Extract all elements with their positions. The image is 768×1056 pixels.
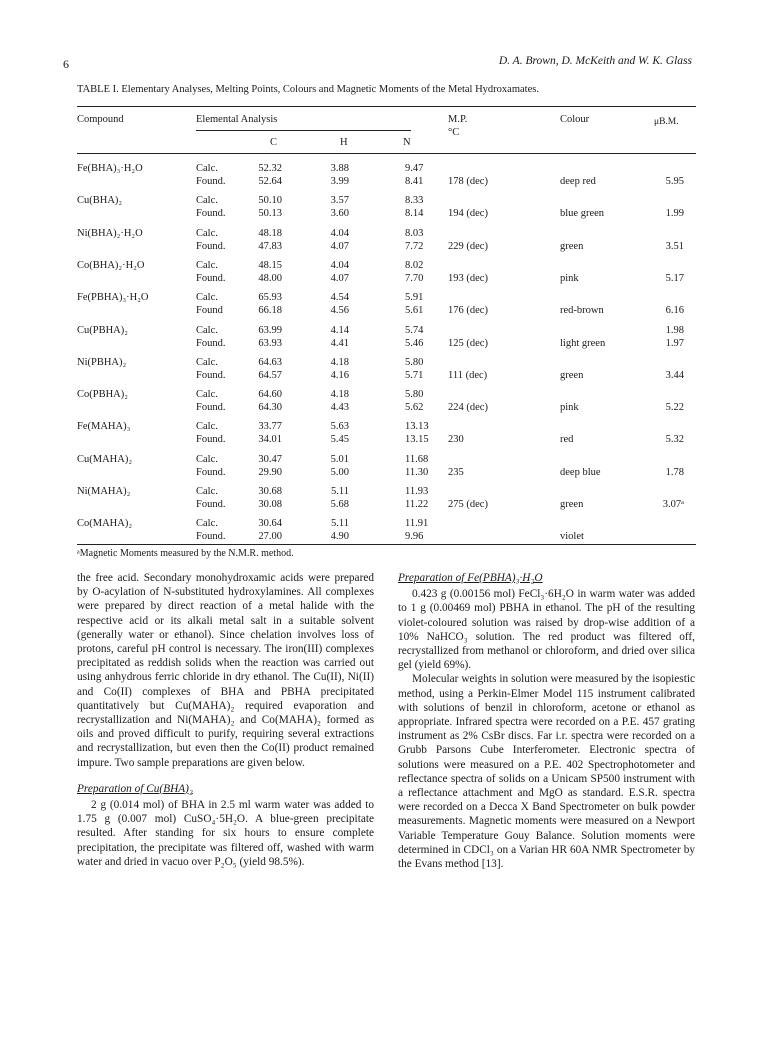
calc-n-cell: 8.02: [405, 260, 424, 271]
colour-cell: deep blue: [560, 467, 601, 478]
found-h-cell: 4.16: [330, 370, 349, 381]
calc-h-cell: 4.54: [330, 292, 349, 303]
header-n: N: [403, 137, 411, 148]
calc-c-cell: 48.15: [258, 260, 282, 271]
right-paragraph-1: 0.423 g (0.00156 mol) FeCl₃·6H₂O in warm water was added to 1 g (0.00469 mol) PBHA in ethanol. The pH of the resulting violet-coloured solution was raised by drop-wise addition of a 10% NaHCO₃ solution. The red product was filtered off, recrystallized from methanol or chloroform, and dried over silica gel (yield 69%).: [398, 588, 695, 672]
found-n-cell: 13.15: [405, 434, 429, 445]
table-top-rule: [77, 106, 696, 107]
moment-cell: 5.32: [665, 434, 684, 445]
compound-cell: Cu(MAHA)₂: [77, 454, 132, 465]
colour-cell: green: [560, 370, 584, 381]
calc-label-cell: Calc.: [196, 292, 218, 303]
running-head: D. A. Brown, D. McKeith and W. K. Glass: [498, 55, 692, 67]
found-c-cell: 48.00: [258, 273, 282, 284]
found-h-cell: 4.07: [330, 241, 349, 252]
calc-c-cell: 50.10: [258, 195, 282, 206]
found-c-cell: 63.93: [258, 338, 282, 349]
calc-n-cell: 9.47: [405, 163, 424, 174]
calc-n-cell: 8.03: [405, 228, 424, 239]
left-heading-preparation-cu-bha: Preparation of Cu(BHA)₂: [77, 782, 193, 795]
moment-cell: 5.22: [665, 402, 684, 413]
found-n-cell: 5.62: [405, 402, 424, 413]
calc-h-cell: 4.04: [330, 260, 349, 271]
compound-cell: Fe(MAHA)₃: [77, 421, 131, 432]
compound-cell: Ni(BHA)₂·H₂O: [77, 228, 143, 239]
calc-label-cell: Calc.: [196, 454, 218, 465]
calc-label-cell: Calc.: [196, 260, 218, 271]
mp-cell: 275 (dec): [448, 499, 488, 510]
found-label-cell: Found.: [196, 467, 226, 478]
calc-label-cell: Calc.: [196, 486, 218, 497]
found-n-cell: 5.46: [405, 338, 424, 349]
compound-cell: Cu(BHA)₂: [77, 195, 123, 206]
found-label-cell: Found: [196, 305, 223, 316]
colour-cell: blue green: [560, 208, 605, 219]
found-c-cell: 64.30: [258, 402, 282, 413]
table-footnote: ᵃMagnetic Moments measured by the N.M.R. method.: [77, 548, 294, 559]
calc-c-cell: 30.68: [258, 486, 282, 497]
found-label-cell: Found.: [196, 499, 226, 510]
moment-cell: 5.17: [665, 273, 684, 284]
compound-cell: Ni(PBHA)₂: [77, 357, 127, 368]
colour-cell: pink: [560, 402, 579, 413]
found-n-cell: 7.70: [405, 273, 424, 284]
calc-c-cell: 30.64: [258, 518, 282, 529]
compound-cell: Co(PBHA)₂: [77, 389, 128, 400]
found-c-cell: 27.00: [258, 531, 282, 542]
moment-cell: 6.16: [665, 305, 684, 316]
header-mp-unit: °C: [448, 127, 460, 138]
found-h-cell: 5.68: [330, 499, 349, 510]
colour-cell: red: [560, 434, 574, 445]
found-label-cell: Found.: [196, 434, 226, 445]
mp-cell: 178 (dec): [448, 176, 488, 187]
analysis-subrule: [196, 130, 411, 131]
calc-c-cell: 52.32: [258, 163, 282, 174]
header-elemental-analysis: Elemental Analysis: [196, 114, 278, 125]
left-column: [77, 571, 374, 869]
calc-h-cell: 5.63: [330, 421, 349, 432]
found-h-cell: 4.07: [330, 273, 349, 284]
calc-label-cell: Calc.: [196, 325, 218, 336]
found-label-cell: Found.: [196, 402, 226, 413]
found-n-cell: 7.72: [405, 241, 424, 252]
calc-n-cell: 11.68: [405, 454, 429, 465]
found-h-cell: 4.56: [330, 305, 349, 316]
calc-n-cell: 13.13: [405, 421, 429, 432]
page-number: 6: [63, 57, 69, 71]
calc-label-cell: Calc.: [196, 195, 218, 206]
calc-c-cell: 48.18: [258, 228, 282, 239]
calc-n-cell: 8.33: [405, 195, 424, 206]
compound-cell: Ni(MAHA)₂: [77, 486, 131, 497]
found-h-cell: 4.43: [330, 402, 349, 413]
calc-c-cell: 63.99: [258, 325, 282, 336]
header-h: H: [340, 137, 348, 148]
calc-c-cell: 30.47: [258, 454, 282, 465]
calc-h-cell: 5.11: [331, 518, 349, 529]
compound-cell: Fe(BHA)₃·H₂O: [77, 163, 143, 174]
found-c-cell: 64.57: [258, 370, 282, 381]
moment-alt-cell: 1.98: [665, 325, 684, 336]
table-caption: TABLE I. Elementary Analyses, Melting Points, Colours and Magnetic Moments of the Metal Hydroxamates.: [77, 84, 539, 95]
found-h-cell: 5.00: [330, 467, 349, 478]
calc-label-cell: Calc.: [196, 163, 218, 174]
header-c: C: [270, 137, 278, 148]
found-h-cell: 3.99: [330, 176, 349, 187]
compound-cell: Fe(PBHA)₃·H₂O: [77, 292, 149, 303]
mp-cell: 125 (dec): [448, 338, 488, 349]
found-label-cell: Found.: [196, 208, 226, 219]
found-h-cell: 5.45: [330, 434, 349, 445]
calc-label-cell: Calc.: [196, 357, 218, 368]
header-compound: Compound: [77, 114, 124, 125]
colour-cell: green: [560, 241, 584, 252]
found-label-cell: Found.: [196, 176, 226, 187]
found-c-cell: 66.18: [258, 305, 282, 316]
calc-n-cell: 5.80: [405, 357, 424, 368]
colour-cell: pink: [560, 273, 579, 284]
found-h-cell: 3.60: [330, 208, 349, 219]
found-n-cell: 5.61: [405, 305, 424, 316]
calc-label-cell: Calc.: [196, 518, 218, 529]
calc-h-cell: 4.18: [330, 389, 349, 400]
right-column: [398, 571, 695, 871]
found-label-cell: Found.: [196, 273, 226, 284]
header-mp: M.P.: [448, 114, 468, 125]
calc-n-cell: 11.93: [405, 486, 429, 497]
found-n-cell: 11.22: [405, 499, 429, 510]
header-colour: Colour: [560, 114, 590, 125]
right-heading-preparation-fe-pbha: Preparation of Fe(PBHA)₃·H₂O: [398, 572, 543, 584]
calc-n-cell: 11.91: [405, 518, 429, 529]
moment-cell: 3.07ᵃ: [662, 499, 684, 510]
mp-cell: 230: [448, 434, 464, 445]
calc-label-cell: Calc.: [196, 389, 218, 400]
moment-cell: 5.95: [665, 176, 684, 187]
calc-n-cell: 5.91: [405, 292, 424, 303]
calc-h-cell: 4.04: [330, 228, 349, 239]
moment-cell: 3.44: [665, 370, 684, 381]
mp-cell: 224 (dec): [448, 402, 488, 413]
header-magnetic-moment: μB.M.: [654, 117, 679, 127]
found-c-cell: 50.13: [258, 208, 282, 219]
found-c-cell: 30.08: [258, 499, 282, 510]
compound-cell: Co(BHA)₂·H₂O: [77, 260, 145, 271]
compound-cell: Co(MAHA)₂: [77, 518, 132, 529]
calc-c-cell: 64.60: [258, 389, 282, 400]
compound-cell: Cu(PBHA)₂: [77, 325, 128, 336]
calc-h-cell: 4.18: [330, 357, 349, 368]
calc-label-cell: Calc.: [196, 421, 218, 432]
calc-c-cell: 33.77: [258, 421, 282, 432]
calc-h-cell: 5.11: [331, 486, 349, 497]
found-label-cell: Found.: [196, 370, 226, 381]
mp-cell: 194 (dec): [448, 208, 488, 219]
moment-cell: 1.99: [665, 208, 684, 219]
moment-cell: 1.78: [665, 467, 684, 478]
calc-h-cell: 3.88: [330, 163, 349, 174]
calc-h-cell: 4.14: [330, 325, 349, 336]
found-n-cell: 11.30: [405, 467, 429, 478]
left-paragraph-2: 2 g (0.014 mol) of BHA in 2.5 ml warm water was added to 1.75 g (0.007 mol) CuSO₄·5H₂O. A blue-green precipitate resulted. After standing for six hours to ensure complete precipitation, the precipitate was filtered off, washed with warm water and dried in vacuo over P₂O₅ (yield 98.5%).: [77, 799, 374, 868]
found-c-cell: 52.64: [258, 176, 282, 187]
calc-n-cell: 5.74: [405, 325, 424, 336]
mp-cell: 235: [448, 467, 464, 478]
mp-cell: 193 (dec): [448, 273, 488, 284]
table-bottom-rule: [77, 544, 696, 545]
mp-cell: 229 (dec): [448, 241, 488, 252]
found-label-cell: Found.: [196, 531, 226, 542]
found-c-cell: 29.90: [258, 467, 282, 478]
calc-h-cell: 3.57: [330, 195, 349, 206]
colour-cell: violet: [560, 531, 584, 542]
colour-cell: red-brown: [560, 305, 604, 316]
found-n-cell: 8.41: [405, 176, 424, 187]
table-header-rule: [77, 153, 696, 154]
found-c-cell: 34.01: [258, 434, 282, 445]
calc-c-cell: 65.93: [258, 292, 282, 303]
found-n-cell: 5.71: [405, 370, 424, 381]
found-label-cell: Found.: [196, 338, 226, 349]
colour-cell: green: [560, 499, 584, 510]
left-paragraph-1: the free acid. Secondary monohydroxamic acids were prepared by O-acylation of N-substituted hydroxylamines. All complexes were prepared by direct reaction of a metal halide with the respective acid or its alkali metal salt in a suitable solvent (generally water or ethanol). Since chelation involves loss of protons, careful pH control is necessary. The iron(III) complexes precipitated as reddish solids when the reaction was carried out using anhydrous ferric chloride in dry ethanol. The Cu(II), Ni(II) and Co(II) complexes of BHA and PBHA precipitated quantitatively but Cu(MAHA)₂ required evaporation and recrystallization and Ni(MAHA)₂ and Co(MAHA)₂ formed as oils and proved difficult to purify, requiring several extractions and recrystallization, but even then the Co(II) product remained impure. Two sample preparations are given below.: [77, 572, 374, 769]
found-h-cell: 4.41: [330, 338, 349, 349]
mp-cell: 111 (dec): [448, 370, 488, 381]
calc-c-cell: 64.63: [258, 357, 282, 368]
mp-cell: 176 (dec): [448, 305, 488, 316]
moment-cell: 1.97: [665, 338, 684, 349]
found-n-cell: 9.96: [405, 531, 424, 542]
colour-cell: deep red: [560, 176, 596, 187]
right-paragraph-2: Molecular weights in solution were measured by the isopiestic method, using a Perkin-Elmer Model 115 instrument calibrated with solutions of benzil in chloroform, acetone or ethanol as appropriate. Infrared spectra were recorded on a P.E. 457 grating instrument as 2% CsBr discs. Far i.r. spectra were recorded on a Grubb Parsons Cube Interferometer. Electronic spectra of solutions were measured on a P.E. 402 Spectrophotometer and reflectance spectra of solids on a Unicam SP500 instrument with a reflectance attachment and MgO as standard. E.S.R. spectra were recorded on a Decca X Band Spectrometer on bulk powder measurements. Magnetic moments were measured on a Newport Variable Temperature Gouy Balance. Solution moments were determined in CDCl₃ on a Varian HR 60A NMR Spectrometer by the Evans method [13].: [398, 673, 695, 871]
found-label-cell: Found.: [196, 241, 226, 252]
found-h-cell: 4.90: [330, 531, 349, 542]
colour-cell: light green: [560, 338, 606, 349]
calc-h-cell: 5.01: [330, 454, 349, 465]
found-c-cell: 47.83: [258, 241, 282, 252]
calc-n-cell: 5.80: [405, 389, 424, 400]
moment-cell: 3.51: [665, 241, 684, 252]
calc-label-cell: Calc.: [196, 228, 218, 239]
found-n-cell: 8.14: [405, 208, 424, 219]
